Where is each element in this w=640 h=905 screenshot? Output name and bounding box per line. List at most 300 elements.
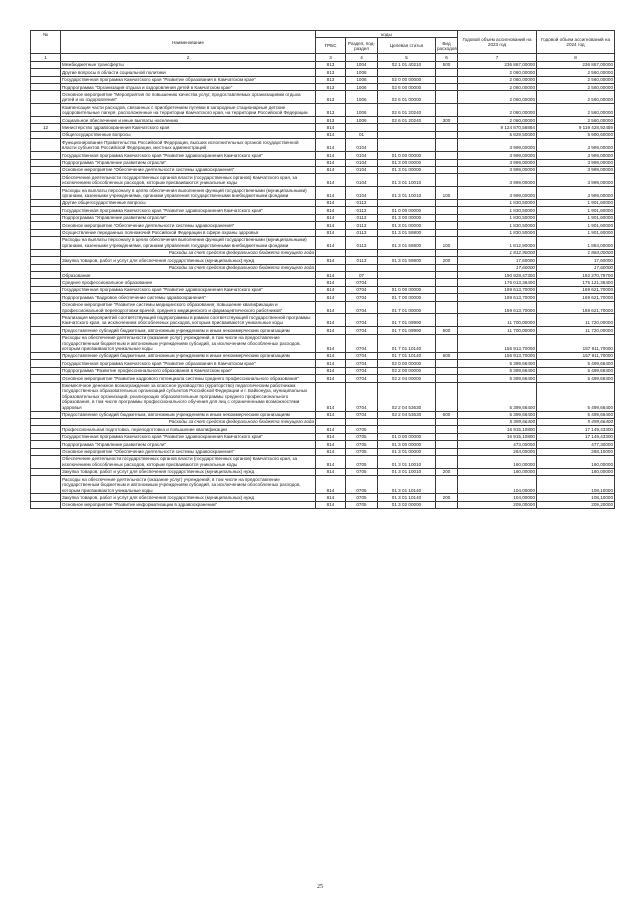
table-row (31, 199, 615, 206)
row-grbs: 814 (316, 360, 346, 367)
row-article: 01 7 01 10140 (378, 352, 436, 359)
row-number (31, 433, 61, 440)
row-name: Другие общегосударственные вопросы (61, 199, 316, 206)
row-name: Основное мероприятие "Развитие информатизации в здравоохранении" (61, 501, 316, 508)
table-row (31, 433, 615, 440)
row-article: 01 3 01 00000 (378, 166, 436, 173)
row-article: 02 6 00 00000 (378, 84, 436, 91)
row-name: Расходы на обеспечение деятельности (оказание услуг) учреждений, в том числе на предоставление государственным бюджетным и автономным учреждениям субсидий, за исключением обособленных расходов, которым присваиваются уникальные коды (61, 334, 316, 352)
row-grbs: 814 (316, 236, 346, 249)
table-row (31, 117, 615, 124)
row-name: Социальное обеспечение и иные выплаты населению (61, 117, 316, 124)
row-amount-2023: 17,60000 (458, 257, 537, 264)
row-article: 01 3 00 00000 (378, 214, 436, 221)
row-article (378, 199, 436, 206)
page-number: 25 (317, 884, 323, 890)
row-amount-2023: 3 999,00000 (458, 174, 537, 187)
row-name: Реализация мероприятий соответствующей подпрограммы в рамках соответствующей государственной программы Камчатского края, за исключением обособленных расходов, которым присваиваются уникальные коды (61, 314, 316, 327)
row-amount-2024: 169 621,70000 (537, 301, 615, 314)
row-name: Осуществление переданных полномочий Российской Федерации в сфере охраны здоровья (61, 229, 316, 236)
table-row (31, 61, 615, 68)
row-number (31, 91, 61, 104)
row-amount-2024: 1 901,60000 (537, 207, 615, 214)
row-amount-2023: 16 915,10800 (458, 433, 537, 440)
row-name: Закупка товаров, работ и услуг для обеспечения государственных (муниципальных) нужд (61, 468, 316, 475)
row-type (436, 448, 458, 455)
table-row (31, 91, 615, 104)
table-row (31, 375, 615, 382)
table-row (31, 301, 615, 314)
row-number (31, 229, 61, 236)
row-section: 07 (346, 272, 378, 279)
row-name: Основное мероприятие "Развитие кадрового потенциала системы среднего профессионального образования" (61, 375, 316, 382)
row-grbs: 814 (316, 367, 346, 374)
row-amount-2024: 5 499,66400 (537, 418, 615, 425)
row-section: 1006 (346, 104, 378, 117)
row-name: Основное мероприятие "Обеспечение деятельности системы здравоохранения" (61, 448, 316, 455)
column-number: 7 (458, 54, 537, 61)
table-row (31, 69, 615, 76)
row-section: 0704 (346, 301, 378, 314)
table-row (31, 76, 615, 83)
row-article: 02 1 01 40210 (378, 61, 436, 68)
row-grbs: 814 (316, 279, 346, 286)
row-section: 0704 (346, 314, 378, 327)
row-name: Расходы за счет средств федерального бюджета текущего года (61, 418, 316, 425)
row-number (31, 301, 61, 314)
row-article: 02 0 00 00000 (378, 360, 436, 367)
row-grbs: 814 (316, 207, 346, 214)
row-type (436, 124, 458, 131)
row-amount-2024: 160,00000 (537, 455, 615, 468)
row-article: 02 2 04 00000 (378, 375, 436, 382)
row-number (31, 187, 61, 200)
row-section: 0704 (346, 382, 378, 411)
row-type (436, 279, 458, 286)
row-number (31, 279, 61, 286)
row-number (31, 501, 61, 508)
row-grbs (316, 264, 346, 271)
row-grbs: 814 (316, 257, 346, 264)
row-name: Общегосударственные вопросы (61, 131, 316, 138)
row-type (436, 152, 458, 159)
table-row (31, 139, 615, 152)
row-name: Межбюджетные трансферты (61, 61, 316, 68)
row-amount-2023: 156 913,70000 (458, 334, 537, 352)
row-amount-2023: 5 829,50000 (458, 131, 537, 138)
row-number (31, 468, 61, 475)
row-amount-2024: 108,10000 (537, 476, 615, 494)
row-amount-2023: 3 999,00000 (458, 152, 537, 159)
row-article: 02 2 04 53630 (378, 382, 436, 411)
row-name: Государственная программа Камчатского края "Развитие образования в Камчатском крае" (61, 360, 316, 367)
table-row (31, 174, 615, 187)
row-section: 1006 (346, 69, 378, 76)
row-amount-2023: 1 830,50000 (458, 214, 537, 221)
column-number: 2 (61, 54, 316, 61)
row-type (436, 76, 458, 83)
row-number (31, 334, 61, 352)
row-grbs: 813 (316, 69, 346, 76)
row-amount-2023: 9 124 870,56884 (458, 124, 537, 131)
row-name: Функционирование Правительства Российской Федерации, высших исполнительных органов государственной власти субъектов Российской Федерации, местных администраций (61, 139, 316, 152)
row-section (346, 124, 378, 131)
row-amount-2024: 160,00000 (537, 468, 615, 475)
row-section (346, 249, 378, 256)
row-type (436, 174, 458, 187)
header-2023: Годовой объем ассигнований на 2023 год (458, 31, 537, 54)
row-amount-2023: 2 060,00000 (458, 104, 537, 117)
table-row (31, 152, 615, 159)
row-article (378, 69, 436, 76)
row-number (31, 174, 61, 187)
table-row (31, 327, 615, 334)
row-amount-2023: 1 812,90000 (458, 236, 537, 249)
row-type (436, 334, 458, 352)
row-section: 1006 (346, 84, 378, 91)
row-name: Образование (61, 272, 316, 279)
row-grbs: 814 (316, 382, 346, 411)
row-amount-2024: 9 119 428,92459 (537, 124, 615, 131)
table-row (31, 352, 615, 359)
row-amount-2024: 2 560,00000 (537, 104, 615, 117)
row-type (436, 249, 458, 256)
header-grbs: ГРБС (316, 38, 346, 54)
row-name: Обеспечение деятельности государственных органов власти (государственных органов) Камчатского края, за исключением обособленных расходов, которым присваиваются уникальные коды (61, 174, 316, 187)
row-amount-2023: 160,00000 (458, 468, 537, 475)
row-grbs: 814 (316, 222, 346, 229)
row-type (436, 286, 458, 293)
row-number (31, 367, 61, 374)
row-amount-2024: 236 867,00000 (537, 61, 615, 68)
row-section: 0704 (346, 334, 378, 352)
table-row (31, 426, 615, 433)
row-grbs: 813 (316, 61, 346, 68)
row-section: 0113 (346, 222, 378, 229)
row-grbs: 814 (316, 214, 346, 221)
row-amount-2024: 17 149,43300 (537, 433, 615, 440)
row-name: Закупка товаров, работ и услуг для обеспечения государственных (муниципальных) нужд (61, 257, 316, 264)
row-section: 1004 (346, 61, 378, 68)
row-amount-2024: 209,20000 (537, 501, 615, 508)
row-amount-2024: 1 884,00000 (537, 236, 615, 249)
row-name: Расходы за счет средств федерального бюджета текущего года (61, 249, 316, 256)
row-number (31, 426, 61, 433)
table-row (31, 476, 615, 494)
table-row (31, 360, 615, 367)
row-section: 0704 (346, 286, 378, 293)
row-article: 01 0 00 00000 (378, 433, 436, 440)
row-grbs: 813 (316, 104, 346, 117)
row-grbs: 814 (316, 411, 346, 418)
row-grbs: 814 (316, 187, 346, 200)
row-number (31, 249, 61, 256)
row-grbs: 814 (316, 301, 346, 314)
row-name: Ежемесячное денежное вознаграждение за классное руководство (кураторство) педагогическим работникам государственных образовательных организаций субъектов Российской Федерации и г. Байконура, муниципальных образовательных организаций, реализующих образовательные программы среднего профессионального образования, в том числе программы профессионального обучения для лиц с ограниченными возможностями здоровья (61, 382, 316, 411)
row-amount-2023: 209,00000 (458, 501, 537, 508)
row-number (31, 272, 61, 279)
row-article: 01 3 00 00000 (378, 159, 436, 166)
row-section: 0104 (346, 166, 378, 173)
table-row (31, 187, 615, 200)
column-number: 3 (316, 54, 346, 61)
row-grbs: 814 (316, 352, 346, 359)
row-grbs: 813 (316, 91, 346, 104)
row-amount-2023: 190 928,47300 (458, 272, 537, 279)
column-number: 8 (537, 54, 615, 61)
row-type (436, 294, 458, 301)
row-amount-2024: 3 999,00000 (537, 166, 615, 173)
row-amount-2023: 5 399,66400 (458, 360, 537, 367)
table-row (31, 286, 615, 293)
row-section: 0704 (346, 367, 378, 374)
column-number: 6 (436, 54, 458, 61)
column-number: 4 (346, 54, 378, 61)
row-article: 01 7 01 09990 (378, 314, 436, 327)
row-number: 12 (31, 124, 61, 131)
row-number (31, 207, 61, 214)
row-name: Государственная программа Камчатского края "Развитие здравоохранения Камчатского края" (61, 433, 316, 440)
table-row (31, 236, 615, 249)
row-section: 0104 (346, 139, 378, 152)
row-amount-2023: 3 999,00000 (458, 187, 537, 200)
row-section: 0705 (346, 455, 378, 468)
row-amount-2024: 175 121,36400 (537, 279, 615, 286)
row-name: Обеспечение деятельности государственных органов власти (государственных органов) Камчатского края, за исключением обособленных расходов, которым присваиваются уникальные коды (61, 455, 316, 468)
row-grbs: 814 (316, 476, 346, 494)
row-article: 01 7 00 00000 (378, 294, 436, 301)
row-type (436, 272, 458, 279)
row-name: Основное мероприятие "Обеспечение деятельности системы здравоохранения" (61, 222, 316, 229)
row-article: 01 0 00 00000 (378, 152, 436, 159)
row-section: 0113 (346, 257, 378, 264)
row-grbs: 814 (316, 286, 346, 293)
row-grbs: 814 (316, 494, 346, 501)
row-amount-2024: 17,60000 (537, 264, 615, 271)
row-amount-2024: 5 499,66400 (537, 367, 615, 374)
row-grbs: 814 (316, 159, 346, 166)
row-type (436, 433, 458, 440)
row-grbs (316, 249, 346, 256)
row-amount-2023: 104,00000 (458, 476, 537, 494)
row-type (436, 104, 458, 117)
row-amount-2024: 5 499,66400 (537, 375, 615, 382)
row-amount-2023: 3 999,00000 (458, 166, 537, 173)
row-amount-2024: 11 720,00000 (537, 314, 615, 327)
row-name: Предоставление субсидий бюджетным, автономным учреждениям и иным некоммерческим организациям (61, 327, 316, 334)
row-type (436, 476, 458, 494)
table-row (31, 104, 615, 117)
row-name: Министерство здравоохранения Камчатского края (61, 124, 316, 131)
table-row (31, 501, 615, 508)
row-article: 02 2 04 53630 (378, 411, 436, 418)
row-article: 01 3 01 59800 (378, 229, 436, 236)
row-amount-2023: 1 830,50000 (458, 199, 537, 206)
row-amount-2023: 16 915,10800 (458, 426, 537, 433)
row-number (31, 286, 61, 293)
row-type (436, 131, 458, 138)
row-amount-2024: 1 901,60000 (537, 222, 615, 229)
row-type (436, 455, 458, 468)
row-article (378, 426, 436, 433)
row-grbs: 814 (316, 448, 346, 455)
row-section: 0704 (346, 279, 378, 286)
row-amount-2024: 192 270,79700 (537, 272, 615, 279)
row-type (436, 69, 458, 76)
row-name: Подпрограмма "Управление развитием отрасли" (61, 214, 316, 221)
row-article (378, 264, 436, 271)
row-number (31, 76, 61, 83)
row-number (31, 69, 61, 76)
row-type (436, 264, 458, 271)
row-amount-2024: 5 499,66400 (537, 382, 615, 411)
row-article: 01 3 01 10010 (378, 468, 436, 475)
row-amount-2023: 2 060,00000 (458, 69, 537, 76)
row-article: 01 7 01 10140 (378, 334, 436, 352)
row-grbs: 814 (316, 314, 346, 327)
row-amount-2023: 169 613,70000 (458, 301, 537, 314)
row-grbs: 814 (316, 441, 346, 448)
row-number (31, 264, 61, 271)
row-grbs: 814 (316, 166, 346, 173)
row-article (378, 139, 436, 152)
row-grbs: 814 (316, 501, 346, 508)
row-amount-2023: 5 399,66400 (458, 418, 537, 425)
row-grbs (316, 418, 346, 425)
row-article: 01 3 01 59800 (378, 236, 436, 249)
row-grbs: 814 (316, 334, 346, 352)
row-section: 1006 (346, 91, 378, 104)
row-number (31, 360, 61, 367)
row-amount-2024: 3 999,00000 (537, 159, 615, 166)
row-number (31, 199, 61, 206)
row-number (31, 375, 61, 382)
row-article: 01 3 00 00000 (378, 441, 436, 448)
row-amount-2023: 156 913,70000 (458, 352, 537, 359)
row-amount-2023: 3 999,00000 (458, 139, 537, 152)
row-type (436, 501, 458, 508)
row-amount-2024: 3 999,00000 (537, 187, 615, 200)
row-section: 0104 (346, 174, 378, 187)
row-article: 01 0 00 00000 (378, 286, 436, 293)
row-section (346, 264, 378, 271)
row-number (31, 257, 61, 264)
row-type (436, 222, 458, 229)
row-name: Подпрограмма "Организация отдыха и оздоровления детей в Камчатском крае" (61, 84, 316, 91)
row-amount-2024: 17,60000 (537, 257, 615, 264)
row-amount-2023: 11 700,00000 (458, 327, 537, 334)
row-amount-2023: 1 830,50000 (458, 207, 537, 214)
row-grbs: 814 (316, 174, 346, 187)
row-amount-2024: 3 999,00000 (537, 139, 615, 152)
row-article (378, 272, 436, 279)
row-amount-2024: 157 911,70000 (537, 334, 615, 352)
row-article (378, 418, 436, 425)
row-amount-2024: 169 621,70000 (537, 294, 615, 301)
header-section: Раздел, под-раздел (346, 38, 378, 54)
table-row (31, 249, 615, 256)
row-number (31, 104, 61, 117)
row-grbs: 814 (316, 468, 346, 475)
row-number (31, 418, 61, 425)
row-amount-2024: 268,10000 (537, 448, 615, 455)
row-type (436, 382, 458, 411)
row-number (31, 236, 61, 249)
row-grbs: 814 (316, 375, 346, 382)
row-type: 500 (436, 61, 458, 68)
row-name: Основное мероприятие "Развитие системы медицинского образования, повышение квалификации и профессиональной переподготовки врачей, среднего медицинского и фармацевтического работников" (61, 301, 316, 314)
row-section: 0705 (346, 448, 378, 455)
row-number (31, 84, 61, 91)
row-amount-2024: 5 900,60000 (537, 131, 615, 138)
row-article: 01 3 01 00000 (378, 222, 436, 229)
row-section: 0113 (346, 236, 378, 249)
row-section: 0704 (346, 294, 378, 301)
row-type (436, 426, 458, 433)
row-type (436, 207, 458, 214)
row-article: 02 0 00 00000 (378, 76, 436, 83)
row-section: 1006 (346, 117, 378, 124)
row-name: Государственная программа Камчатского края "Развитие здравоохранения Камчатского края" (61, 152, 316, 159)
row-section: 0704 (346, 327, 378, 334)
table-row (31, 468, 615, 475)
row-grbs: 814 (316, 327, 346, 334)
row-type: 100 (436, 236, 458, 249)
table-row (31, 124, 615, 131)
row-section: 1006 (346, 76, 378, 83)
row-section: 0113 (346, 207, 378, 214)
budget-allocation-table (30, 30, 615, 509)
row-amount-2023: 5 399,66400 (458, 411, 537, 418)
row-name: Государственная программа Камчатского края "Развитие здравоохранения Камчатского края" (61, 286, 316, 293)
row-grbs: 814 (316, 455, 346, 468)
row-amount-2024: 2 560,00000 (537, 76, 615, 83)
row-type: 200 (436, 257, 458, 264)
row-article (378, 279, 436, 286)
header-article: Целевая статья (378, 38, 436, 54)
row-type: 600 (436, 411, 458, 418)
row-type (436, 314, 458, 327)
row-amount-2024: 2 560,00000 (537, 117, 615, 124)
row-number (31, 214, 61, 221)
row-name: Государственная программа Камчатского края "Развитие здравоохранения Камчатского края" (61, 207, 316, 214)
row-number (31, 294, 61, 301)
table-header (31, 31, 615, 62)
row-section: 01 (346, 131, 378, 138)
row-article: 01 0 00 00000 (378, 207, 436, 214)
row-amount-2023: 236 867,00000 (458, 61, 537, 68)
row-amount-2024: 2 560,00000 (537, 84, 615, 91)
column-number-row (31, 54, 615, 61)
row-article: 01 7 01 09990 (378, 327, 436, 334)
row-article: 01 3 01 59800 (378, 257, 436, 264)
header-2024: Годовой объем ассигнований на 2024 год (537, 31, 615, 54)
row-amount-2023: 169 613,70000 (458, 286, 537, 293)
row-type (436, 360, 458, 367)
row-amount-2024: 157 911,70000 (537, 352, 615, 359)
row-grbs: 813 (316, 84, 346, 91)
row-amount-2024: 1 901,60000 (537, 199, 615, 206)
row-type (436, 301, 458, 314)
row-name: Расходы на обеспечение деятельности (оказание услуг) учреждений, в том числе на предоставление государственным бюджетным и автономным учреждениям субсидий, за исключением обособленных расходов, которым присваиваются уникальные коды (61, 476, 316, 494)
row-grbs: 813 (316, 76, 346, 83)
table-row (31, 166, 615, 173)
row-type (436, 229, 458, 236)
row-section: 0705 (346, 441, 378, 448)
row-amount-2023: 17,60000 (458, 264, 537, 271)
row-section: 0704 (346, 411, 378, 418)
table-row (31, 159, 615, 166)
